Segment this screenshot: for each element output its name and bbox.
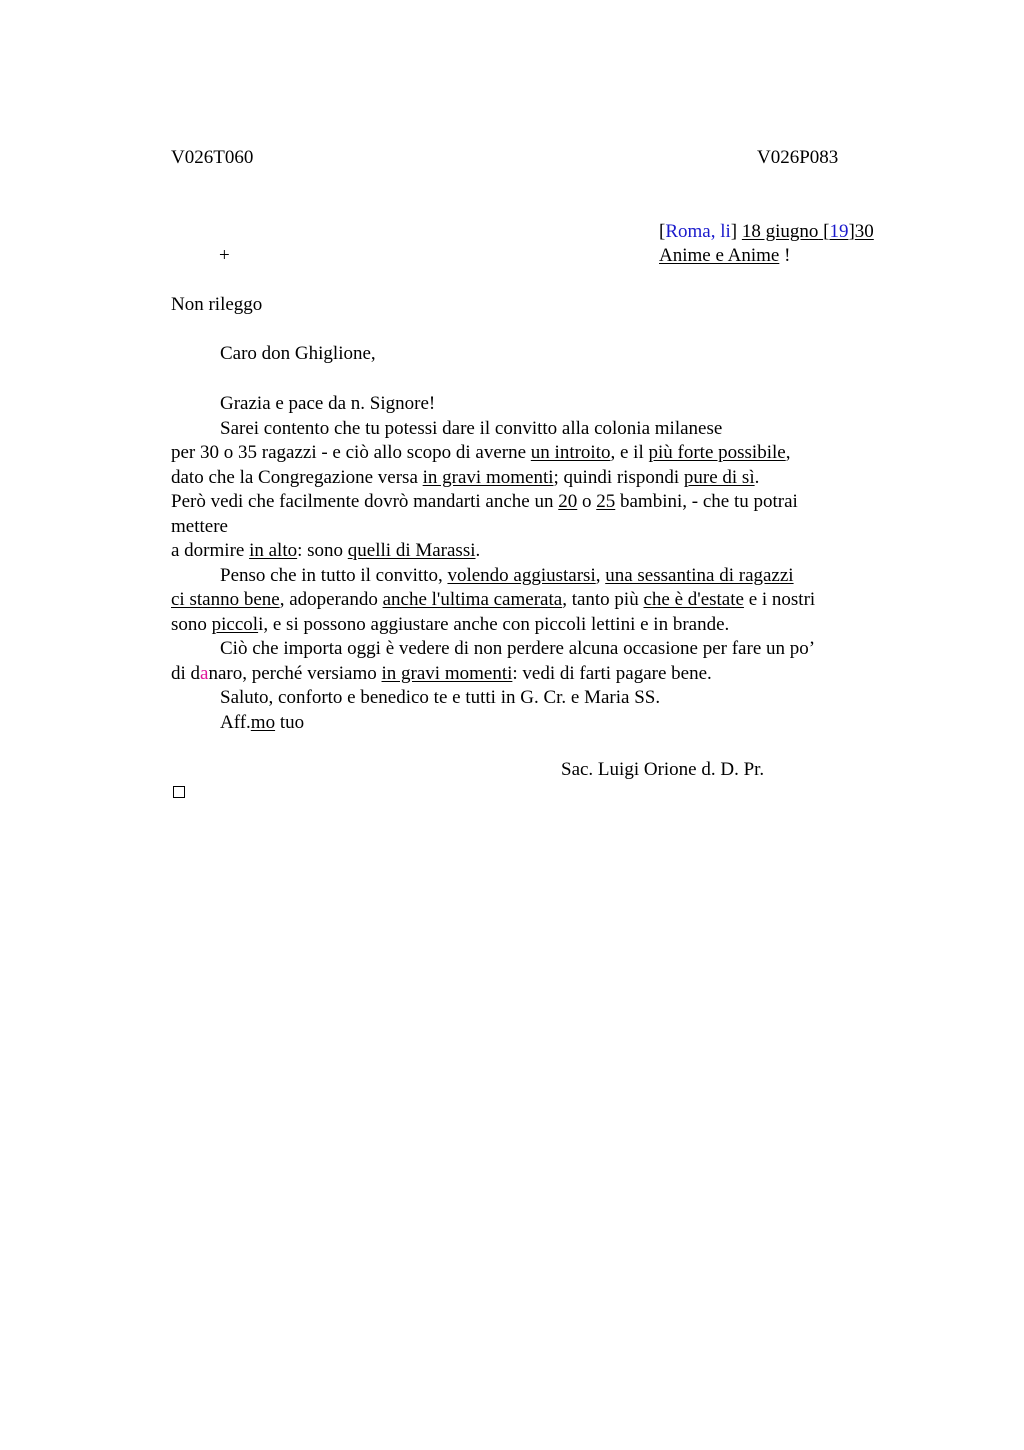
greeting: Grazia e pace da n. Signore! [220,393,436,414]
dateline-close-bracket: ] [730,221,738,242]
paragraph-1: Sarei contento che tu potessi dare il convitto alla colonia milanese per 30 o 35 ragazzi - e ciò allo scopo di averne un introito, e il più forte possibile, dato che la Congregazione versa in gravi momenti; quindi rispondi pure di sì. Però vedi che facilmente dovrò mandarti anche un 20 o 25 bambini, - che tu potrai mettere a dormire in alto: sono quelli di Marassi. [171,417,798,561]
closing: Aff.mo tuo [220,711,305,733]
end-box-symbol [173,786,185,798]
letter-body [171,392,881,735]
signature: Sac. Luigi Orione d. D. Pr. [561,759,765,780]
cross-symbol: + [219,245,230,266]
paragraph-3: Ciò che importa oggi è vedere di non perdere alcuna occasione per fare un po’ di danaro, perché versiamo in gravi momenti: vedi di farti pagare bene. [171,638,816,684]
dateline-open-bracket: [ [659,221,666,242]
dateline-place: Roma, li [665,221,731,242]
dateline [659,220,874,244]
paragraph-4: Saluto, conforto e benedico te e tutti in G. Cr. e Maria SS. [220,687,661,708]
motto: Anime e Anime ! [659,245,791,266]
paragraph-2: Penso che in tutto il convitto, volendo aggiustarsi, una sessantina di ragazzi ci stanno bene, adoperando anche l'ultima camerata, tanto più che è d'estate e i nostri sono piccoli, e si possono aggiustare anche con piccoli lettini e in brande. [171,564,816,635]
dateline-date: 18 giugno [19]30 [741,221,874,242]
document-code-right: V026P083 [757,147,839,168]
note-non-rileggo: Non rileggo [171,294,263,315]
document-code-left: V026T060 [171,147,254,168]
salutation: Caro don Ghiglione, [220,343,376,364]
